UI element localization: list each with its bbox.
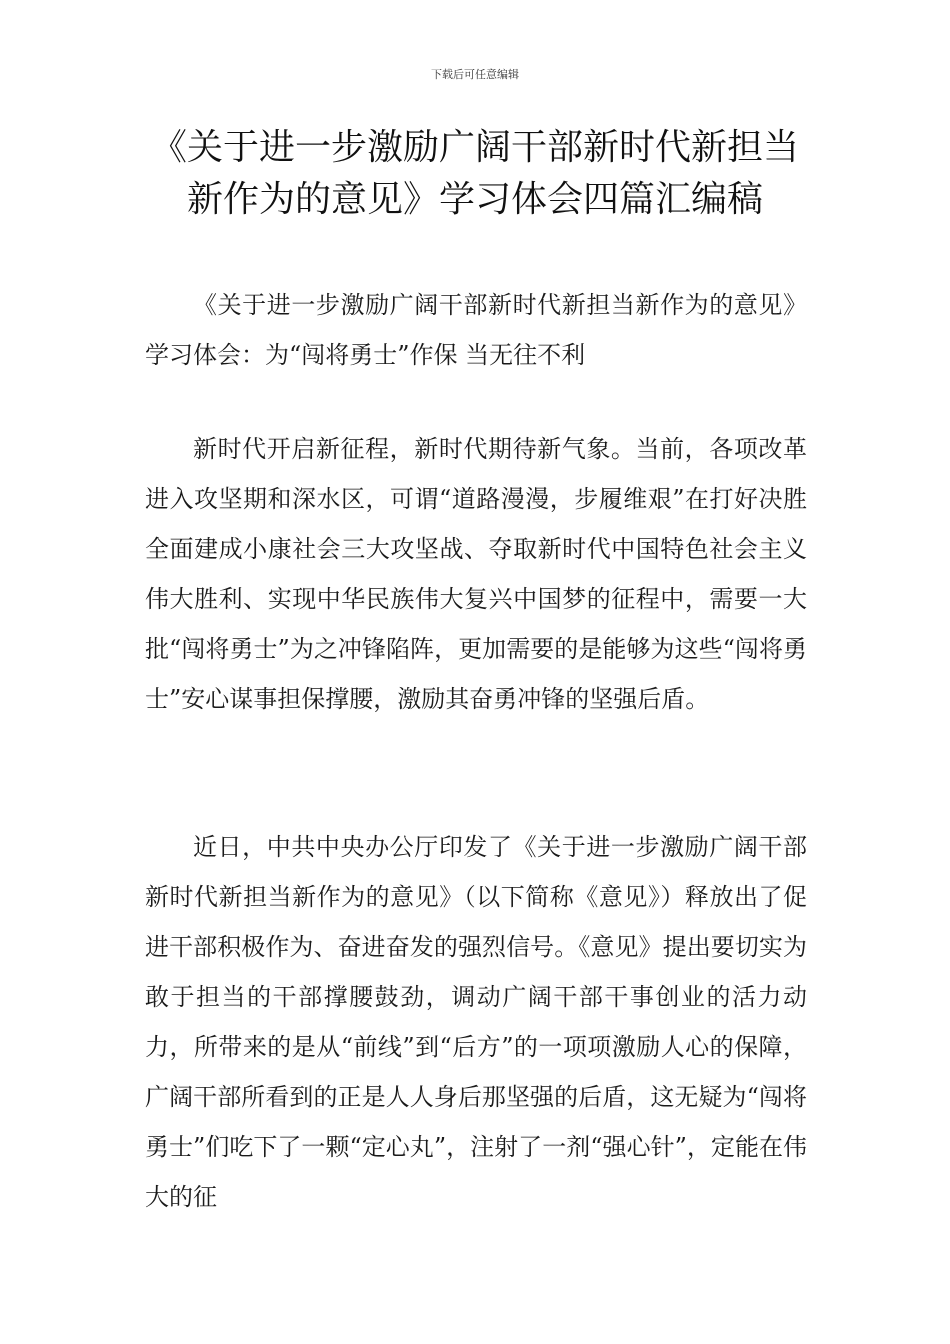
paragraph-1: 新时代开启新征程，新时代期待新气象。当前，各项改革进入攻坚期和深水区，可谓“道路漫漫，步履维艰”在打好决胜全面建成小康社会三大攻坚战、夺取新时代中国特色社会主义伟大胜利、实现中华民族伟大复兴中国梦的征程中，需要一大批“闯将勇士”为之冲锋陷阵，更加需要的是能够为这些“闯将勇士”安心谋事担保撑腰，激励其奋勇冲锋的坚强后盾。 xyxy=(145,435,807,713)
document-title: 《关于进一步激励广阔干部新时代新担当新作为的意见》学习体会四篇汇编稿 xyxy=(150,127,799,220)
header-note: 下载后可任意编辑 xyxy=(431,68,519,81)
document-subtitle: 《关于进一步激励广阔干部新时代新担当新作为的意见》学习体会：为“闯将勇士”作保 当无往不利 xyxy=(145,291,807,369)
paragraph-2: 近日，中共中央办公厅印发了《关于进一步激励广阔干部新时代新担当新作为的意见》（以下简称《意见》）释放出了促进干部积极作为、奋进奋发的强烈信号。《意见》提出要切实为敢于担当的干部撑腰鼓劲，调动广阔干部干事创业的活力动力，所带来的是从“前线”到“后方”的一项项激励人心的保障，广阔干部所看到的正是人人身后那坚强的后盾，这无疑为“闯将勇士”们吃下了一颗“定心丸”，注射了一剂“强心针”，定能在伟大的征 xyxy=(145,833,807,1211)
